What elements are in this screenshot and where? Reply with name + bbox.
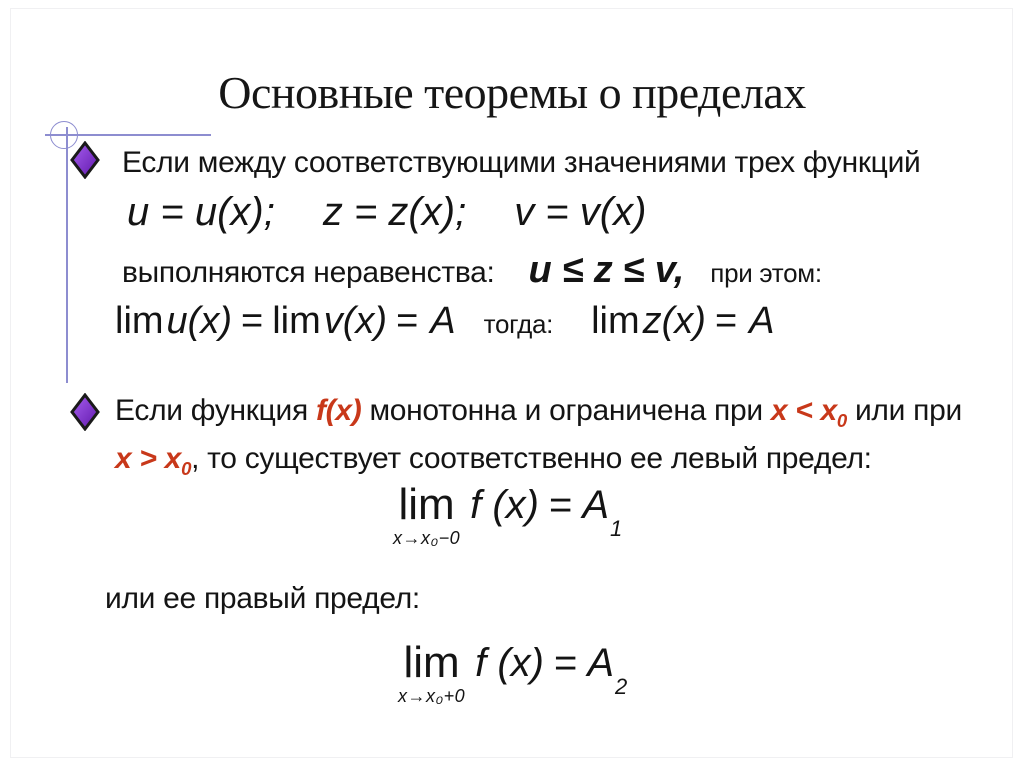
right-limit-formula (398, 638, 628, 707)
lim-operator: lim (591, 300, 640, 342)
theorem1-limits-line (115, 300, 775, 343)
limit-value-A: A (430, 300, 456, 342)
diamond-bullet-icon (70, 141, 100, 179)
left-condition-highlight (770, 394, 847, 431)
equals-sign: = (714, 300, 738, 342)
then-label: тогда: (483, 309, 554, 339)
f-of-x: f (x) (475, 641, 544, 685)
f-of-x: f (x) (470, 483, 539, 527)
lim-operator: lim (403, 638, 460, 687)
inequality-label: выполняются неравенства: (122, 256, 495, 289)
limit-approach-subscript: x→x₀−0 (393, 528, 461, 548)
formula-z-equals-zx: z = z(x); (322, 190, 467, 234)
diamond-bullet-icon (70, 393, 100, 431)
decorative-vertical-line (66, 127, 68, 383)
u-of-x: u(x) (166, 300, 232, 342)
page-title: Основные теоремы о пределах (218, 67, 806, 118)
limit-value-A: A (587, 641, 615, 685)
right-limit-label: или ее правый предел: (105, 582, 420, 615)
formula-u-equals-ux: u = u(x); (127, 190, 275, 234)
theorem2-line1 (115, 392, 962, 440)
equals-sign: = (548, 483, 573, 527)
x0-subscript: 0 (181, 458, 192, 479)
v-of-x: v(x) (323, 300, 388, 342)
x0-subscript: 0 (836, 410, 847, 431)
value-index: 2 (615, 674, 628, 699)
theorem2-paragraph (115, 392, 962, 488)
value-index: 1 (610, 516, 623, 541)
equals-sign: = (241, 300, 264, 342)
equals-sign: = (553, 641, 578, 685)
right-condition-text: x > x (115, 442, 182, 475)
theorem2-text: монотонна и ограничена при (361, 394, 771, 427)
theorem2-text: или при (846, 394, 962, 427)
equals-sign: = (396, 300, 419, 342)
lim-operator: lim (272, 300, 321, 342)
right-condition-highlight (115, 442, 192, 479)
theorem2-line2 (115, 440, 962, 488)
limit-approach-subscript: x→x₀+0 (398, 686, 466, 706)
inequality-suffix-label: при этом: (710, 258, 822, 288)
theorem1-intro-text: Если между соответствующими значениями трех функций (122, 146, 921, 179)
theorem2-text: , то существует соответственно ее левый предел: (191, 442, 872, 475)
lim-with-subscript (398, 638, 466, 707)
limit-value-A: A (749, 300, 775, 342)
left-limit-formula (393, 480, 623, 549)
lim-operator: lim (398, 480, 455, 529)
limit-value-A: A (582, 483, 610, 527)
left-condition-text: x < x (770, 394, 837, 427)
lim-operator: lim (115, 300, 164, 342)
fx-highlight: f(x) (315, 394, 362, 427)
theorem1-functions-formula (127, 190, 646, 235)
theorem2-text: Если функция (115, 394, 316, 427)
inequality-formula: u ≤ z ≤ v, (528, 249, 685, 291)
formula-v-equals-vx: v = v(x) (514, 190, 647, 234)
z-of-x: z(x) (642, 300, 706, 342)
theorem1-inequality-line (122, 249, 822, 292)
lim-with-subscript (393, 480, 461, 549)
